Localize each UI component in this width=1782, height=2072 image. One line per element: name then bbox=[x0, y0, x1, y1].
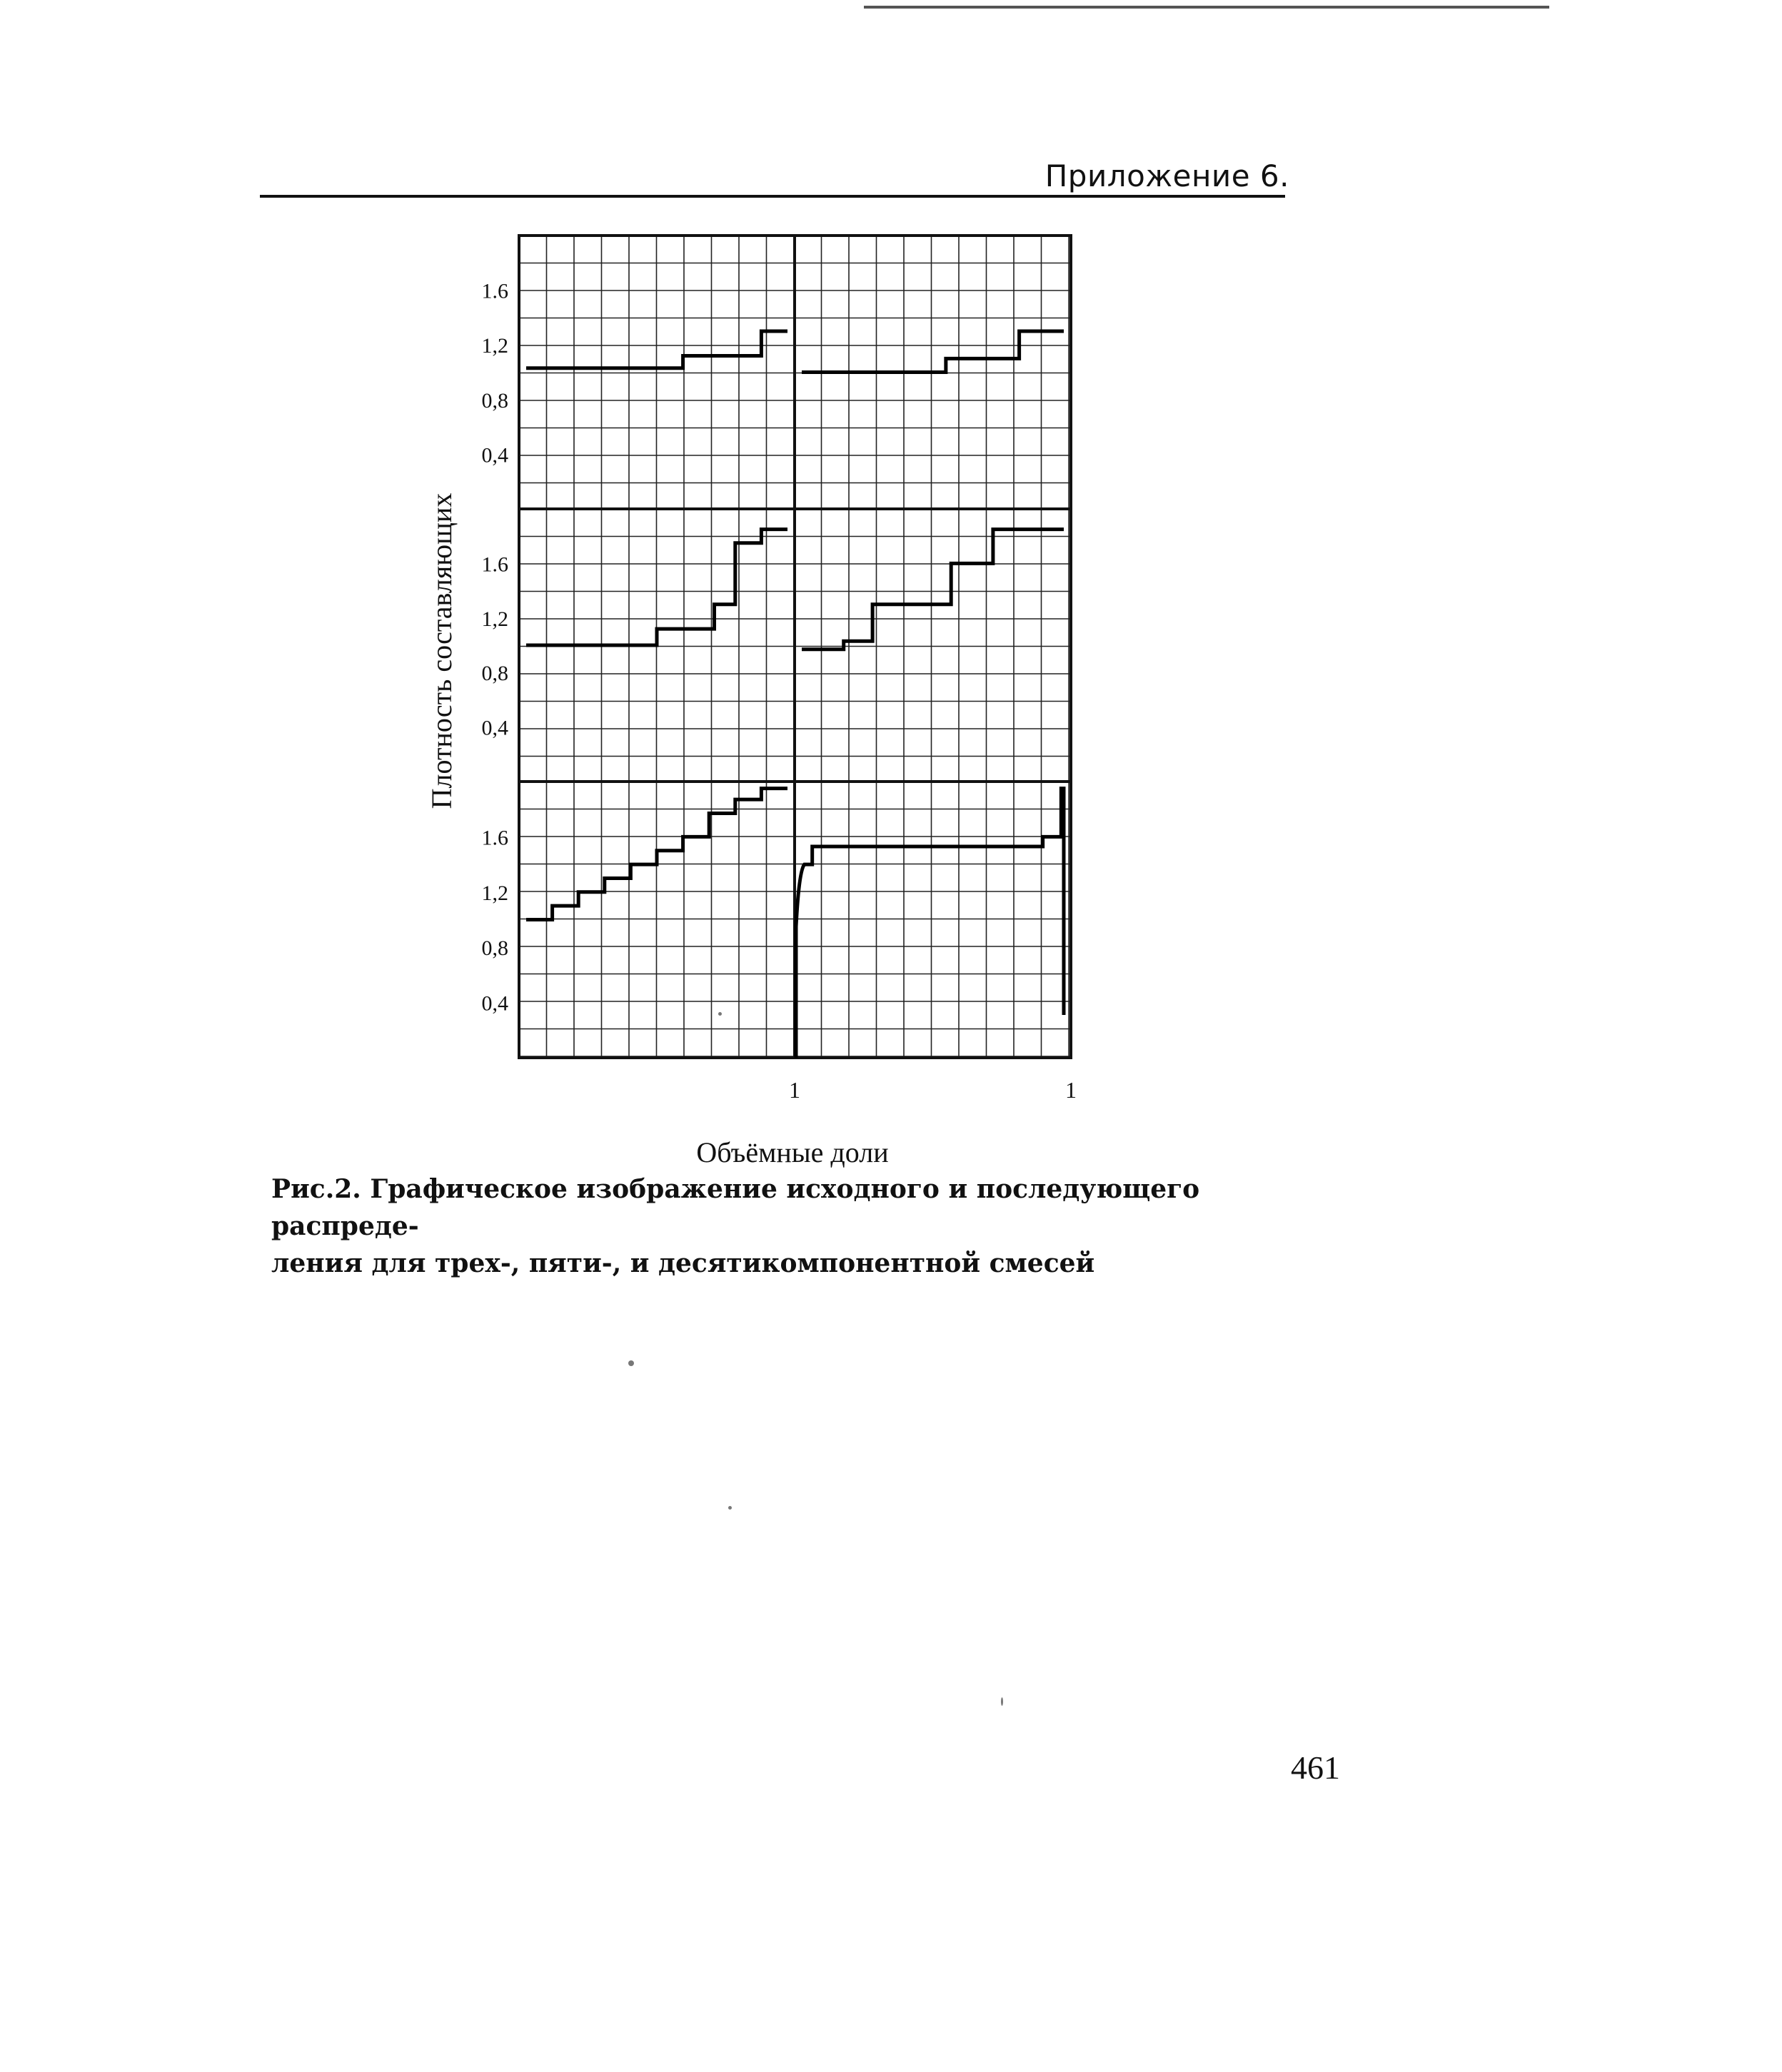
scan-speck bbox=[718, 1012, 722, 1016]
x-tick-label: 1 bbox=[789, 1077, 800, 1103]
y-tick-label: 1,2 bbox=[481, 334, 508, 358]
y-axis-label: Плотность составляющих bbox=[426, 492, 458, 809]
x-tick-label: 1 bbox=[1065, 1077, 1077, 1103]
scan-speck bbox=[1001, 1697, 1003, 1706]
x-axis-label: Объёмные доли bbox=[696, 1136, 889, 1168]
y-tick-label: 1.6 bbox=[481, 826, 508, 850]
y-tick-label: 0,8 bbox=[481, 936, 508, 961]
step-series-top-right bbox=[802, 331, 1064, 372]
y-tick-label: 0,4 bbox=[481, 716, 508, 740]
step-series-bottom-right bbox=[796, 789, 1064, 1058]
scan-speck bbox=[628, 1360, 634, 1366]
step-series-middle-right bbox=[802, 530, 1064, 650]
figure-caption bbox=[271, 1171, 1285, 1282]
y-tick-label: 1,2 bbox=[481, 607, 508, 631]
y-tick-label: 0,4 bbox=[481, 991, 508, 1016]
caption-line-1: Рис.2. Графическое изображение исходного и последующего распреде- bbox=[271, 1174, 1200, 1241]
running-header: Приложение 6. bbox=[1044, 158, 1289, 193]
y-tick-labels bbox=[482, 280, 509, 1016]
y-tick-label: 0,8 bbox=[481, 388, 508, 413]
y-tick-label: 1.6 bbox=[481, 552, 508, 577]
y-tick-label: 0,4 bbox=[481, 443, 508, 468]
y-tick-label: 1.6 bbox=[481, 279, 508, 303]
page-number: 461 bbox=[1291, 1749, 1340, 1786]
y-tick-label: 1,2 bbox=[481, 881, 508, 905]
scan-speck bbox=[728, 1506, 732, 1510]
y-tick-label: 0,8 bbox=[481, 662, 508, 686]
caption-line-2: ления для трех-, пяти-, и десятикомпонентной смесей bbox=[271, 1248, 1095, 1278]
